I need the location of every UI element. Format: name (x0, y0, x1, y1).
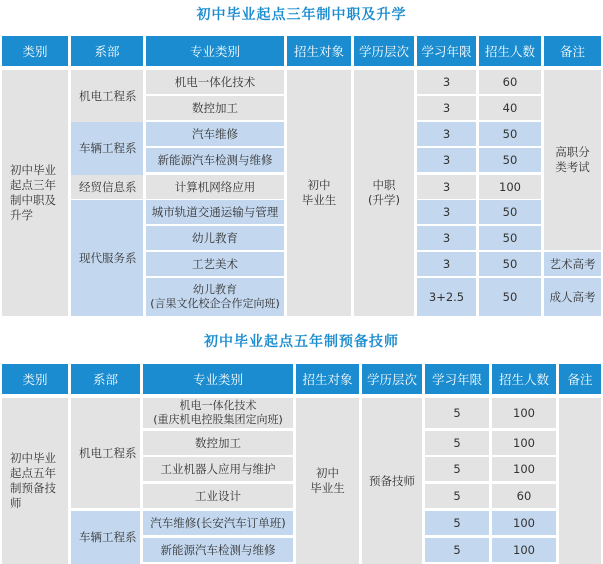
table1-count: 50 (479, 148, 541, 172)
table1-count: 50 (479, 200, 541, 224)
table1-major: 工艺美术 (146, 252, 284, 276)
table2-dept-vehicle: 车辆工程系 (71, 511, 140, 564)
table1-note: 艺术高考 (544, 252, 601, 276)
table1-header-category: 类别 (2, 36, 68, 66)
table1-count: 50 (479, 122, 541, 146)
table1-category: 初中毕业 起点三年 制中职及 升学 (2, 70, 68, 316)
table1-major: 数控加工 (146, 96, 284, 120)
table1-years: 3 (417, 96, 476, 120)
table1-header-count: 招生人数 (479, 36, 541, 66)
table2-header-department: 系部 (71, 364, 140, 394)
table2-header-target: 招生对象 (296, 364, 359, 394)
table1-header-department: 系部 (71, 36, 143, 66)
table1-years: 3 (417, 252, 476, 276)
table1-level: 中职 (升学) (354, 70, 414, 316)
table2-years: 5 (425, 457, 489, 481)
table1-note: 高职分 类考试 (544, 70, 601, 250)
table1-count: 50 (479, 226, 541, 250)
table2-count: 100 (492, 431, 556, 455)
table1-target: 初中 毕业生 (287, 70, 351, 316)
table2-years: 5 (425, 538, 489, 562)
table1-header-years: 学习年限 (417, 36, 476, 66)
table2-header-major: 专业类别 (143, 364, 293, 394)
table1-major: 机电一体化技术 (146, 70, 284, 94)
table1-years: 3 (417, 148, 476, 172)
table2-count: 100 (492, 398, 556, 428)
table1-count: 60 (479, 70, 541, 94)
table1-dept-trade-info: 经贸信息系 (71, 175, 143, 199)
table1-major: 新能源汽车检测与维修 (146, 148, 284, 172)
table2-header-note: 备注 (559, 364, 601, 394)
table1-dept-vehicle: 车辆工程系 (71, 122, 143, 175)
table2-header-level: 学历层次 (362, 364, 422, 394)
table1-years: 3 (417, 70, 476, 94)
table1-header-note: 备注 (544, 36, 601, 66)
table2-major: 机电一体化技术 (重庆机电控股集团定向班) (143, 398, 293, 428)
table1-dept-mechatronics: 机电工程系 (71, 70, 143, 122)
table2-category: 初中毕业 起点五年 制预备技 师 (2, 398, 68, 564)
table2-header-years: 学习年限 (425, 364, 489, 394)
table1-header-target: 招生对象 (287, 36, 351, 66)
table2-major: 工业设计 (143, 484, 293, 508)
table1-title: 初中毕业起点三年制中职及升学 (196, 7, 407, 23)
table1-header-major: 专业类别 (146, 36, 284, 66)
table1-major: 幼儿教育 (146, 226, 284, 250)
table2-dept-mechatronics: 机电工程系 (71, 398, 140, 508)
table1-count: 100 (479, 175, 541, 199)
table2-header-count: 招生人数 (492, 364, 556, 394)
table1-years: 3 (417, 175, 476, 199)
table2-years: 5 (425, 511, 489, 535)
table2-major: 工业机器人应用与维护 (143, 457, 293, 481)
table1-major: 汽车维修 (146, 122, 284, 146)
table2-level: 预备技师 (362, 398, 422, 564)
table2-years: 5 (425, 484, 489, 508)
table1-years: 3 (417, 200, 476, 224)
table2-title: 初中毕业起点五年制预备技师 (204, 334, 399, 350)
table1-dept-modern-service: 现代服务系 (71, 200, 143, 316)
table2-years: 5 (425, 431, 489, 455)
table1-major: 计算机网络应用 (146, 175, 284, 199)
table2-header-category: 类别 (2, 364, 68, 394)
table2-major: 新能源汽车检测与维修 (143, 538, 293, 562)
table1-header-level: 学历层次 (354, 36, 414, 66)
table1-years: 3+2.5 (417, 278, 476, 316)
table2-note (559, 398, 601, 564)
table1-major: 城市轨道交通运输与管理 (146, 200, 284, 224)
table1-note: 成人高考 (544, 278, 601, 316)
table1-count: 40 (479, 96, 541, 120)
table1-count: 50 (479, 278, 541, 316)
table2-count: 100 (492, 511, 556, 535)
table2-major: 数控加工 (143, 431, 293, 455)
table2-target: 初中 毕业生 (296, 398, 359, 564)
table1-count: 50 (479, 252, 541, 276)
table1-major: 幼儿教育 (言果文化校企合作定向班) (146, 278, 284, 316)
table2-count: 100 (492, 457, 556, 481)
table2-count: 100 (492, 538, 556, 562)
table1-years: 3 (417, 226, 476, 250)
table2-count: 60 (492, 484, 556, 508)
table1-years: 3 (417, 122, 476, 146)
table2-years: 5 (425, 398, 489, 428)
table2-major: 汽车维修(长安汽车订单班) (143, 511, 293, 535)
